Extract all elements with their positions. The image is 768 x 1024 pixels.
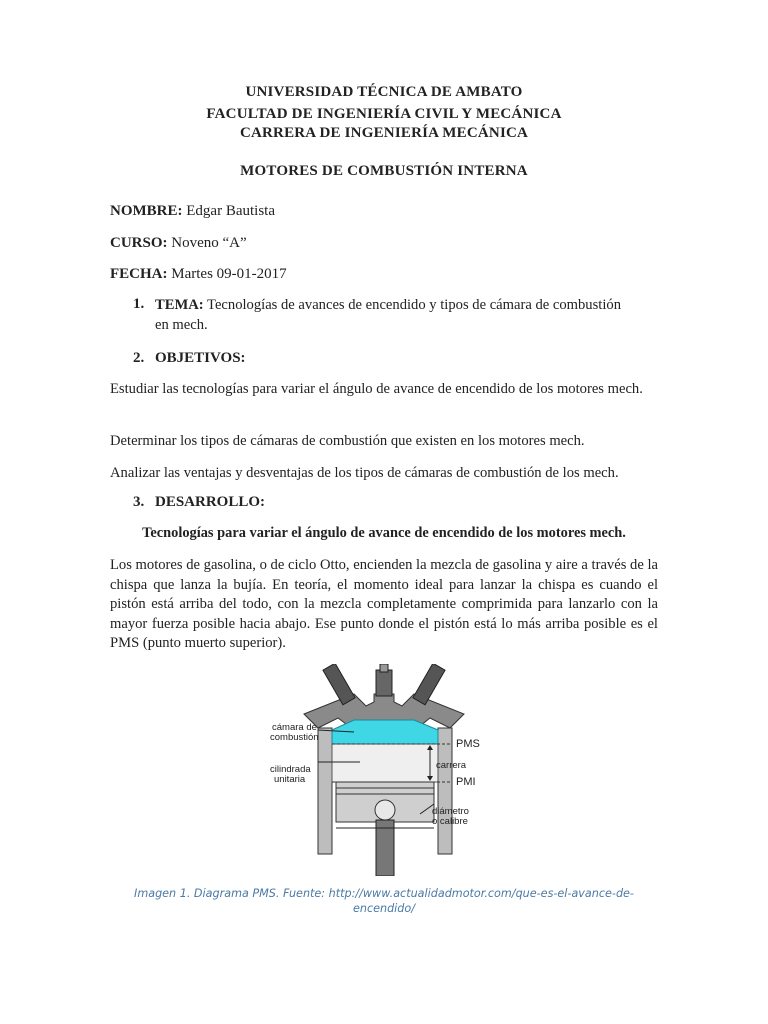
career-title: CARRERA DE INGENIERÍA MECÁNICA [239, 125, 529, 141]
piston-pin [375, 800, 395, 820]
fecha-field [110, 266, 287, 283]
tema-block [155, 296, 658, 335]
curso-value: Noveno “A” [171, 235, 247, 251]
spark-plug [376, 670, 392, 696]
curso-field [110, 235, 247, 252]
label-cilindrada-1: cilindrada [270, 764, 311, 775]
label-diametro-1: diámetro [432, 806, 469, 817]
objetivo-paragraph-1: Estudiar las tecnologías para variar el ángulo de avance de encendido de los motores mech. [110, 381, 643, 397]
intake-valve [323, 664, 355, 705]
cylinder-wall-left [318, 728, 332, 854]
label-cilindrada-2: unitaria [274, 774, 306, 785]
section-1-number: 1. [133, 296, 145, 312]
caption-line-2: encendido/ [352, 902, 416, 915]
pms-diagram [270, 664, 498, 876]
tema-label: TEMA: [155, 297, 204, 313]
objetivos-heading: OBJETIVOS: [155, 350, 246, 366]
section-3-number: 3. [133, 494, 145, 510]
desarrollo-paragraph: Los motores de gasolina, o de ciclo Otto, encienden la mezcla de gasolina y aire a través de la chispa que lanza la bujía. En teoría, el momento ideal para lanzar la chispa es cuando el pistón está arriba del todo, con la mezcla completamente comprimida para lanzarlo con la mayor fuerza posible hacia abajo. Ese punto donde el pistón está lo más arriba posible es el PMS (punto muerto superior). [110, 557, 658, 651]
label-diametro-2: o calibre [432, 816, 468, 827]
label-pmi: PMI [456, 776, 476, 788]
exhaust-valve [413, 664, 445, 705]
caption-line-1: Imagen 1. Diagrama PMS. Fuente: http://www.actualidadmotor.com/que-es-el-avance-de- [134, 887, 634, 900]
faculty-title: FACULTAD DE INGENIERÍA CIVIL Y MECÁNICA [206, 106, 562, 122]
fecha-label: FECHA: [110, 266, 168, 282]
label-carrera: carrera [436, 760, 467, 771]
objetivo-paragraph-3: Analizar las ventajas y desventajas de los tipos de cámaras de combustión de los mech. [110, 465, 619, 481]
tema-text-line2: en mech. [155, 316, 208, 333]
nombre-value: Edgar Bautista [186, 203, 275, 219]
label-pms: PMS [456, 738, 480, 750]
label-camara-1: cámara de [272, 722, 317, 733]
spark-plug-tip [380, 664, 388, 672]
cylinder-wall-right [438, 728, 452, 854]
curso-label: CURSO: [110, 235, 168, 251]
objetivo-paragraph-2: Determinar los tipos de cámaras de combustión que existen en los motores mech. [110, 433, 585, 449]
fecha-value: Martes 09-01-2017 [171, 266, 287, 282]
university-title: UNIVERSIDAD TÉCNICA DE AMBATO [245, 84, 523, 100]
desarrollo-subtitle: Tecnologías para variar el ángulo de avance de encendido de los motores mech. [142, 525, 626, 541]
figure-caption [110, 886, 658, 916]
section-2-number: 2. [133, 350, 145, 366]
subject-title: MOTORES DE COMBUSTIÓN INTERNA [240, 163, 528, 179]
desarrollo-heading: DESARROLLO: [155, 494, 266, 510]
pms-diagram-svg [270, 664, 498, 876]
nombre-field [110, 203, 275, 220]
tema-text-line1: Tecnologías de avances de encendido y tipos de cámara de combustión [207, 297, 621, 313]
cylinder-bore [332, 744, 438, 782]
nombre-label: NOMBRE: [110, 203, 183, 219]
label-camara-2: combustión [270, 732, 319, 743]
